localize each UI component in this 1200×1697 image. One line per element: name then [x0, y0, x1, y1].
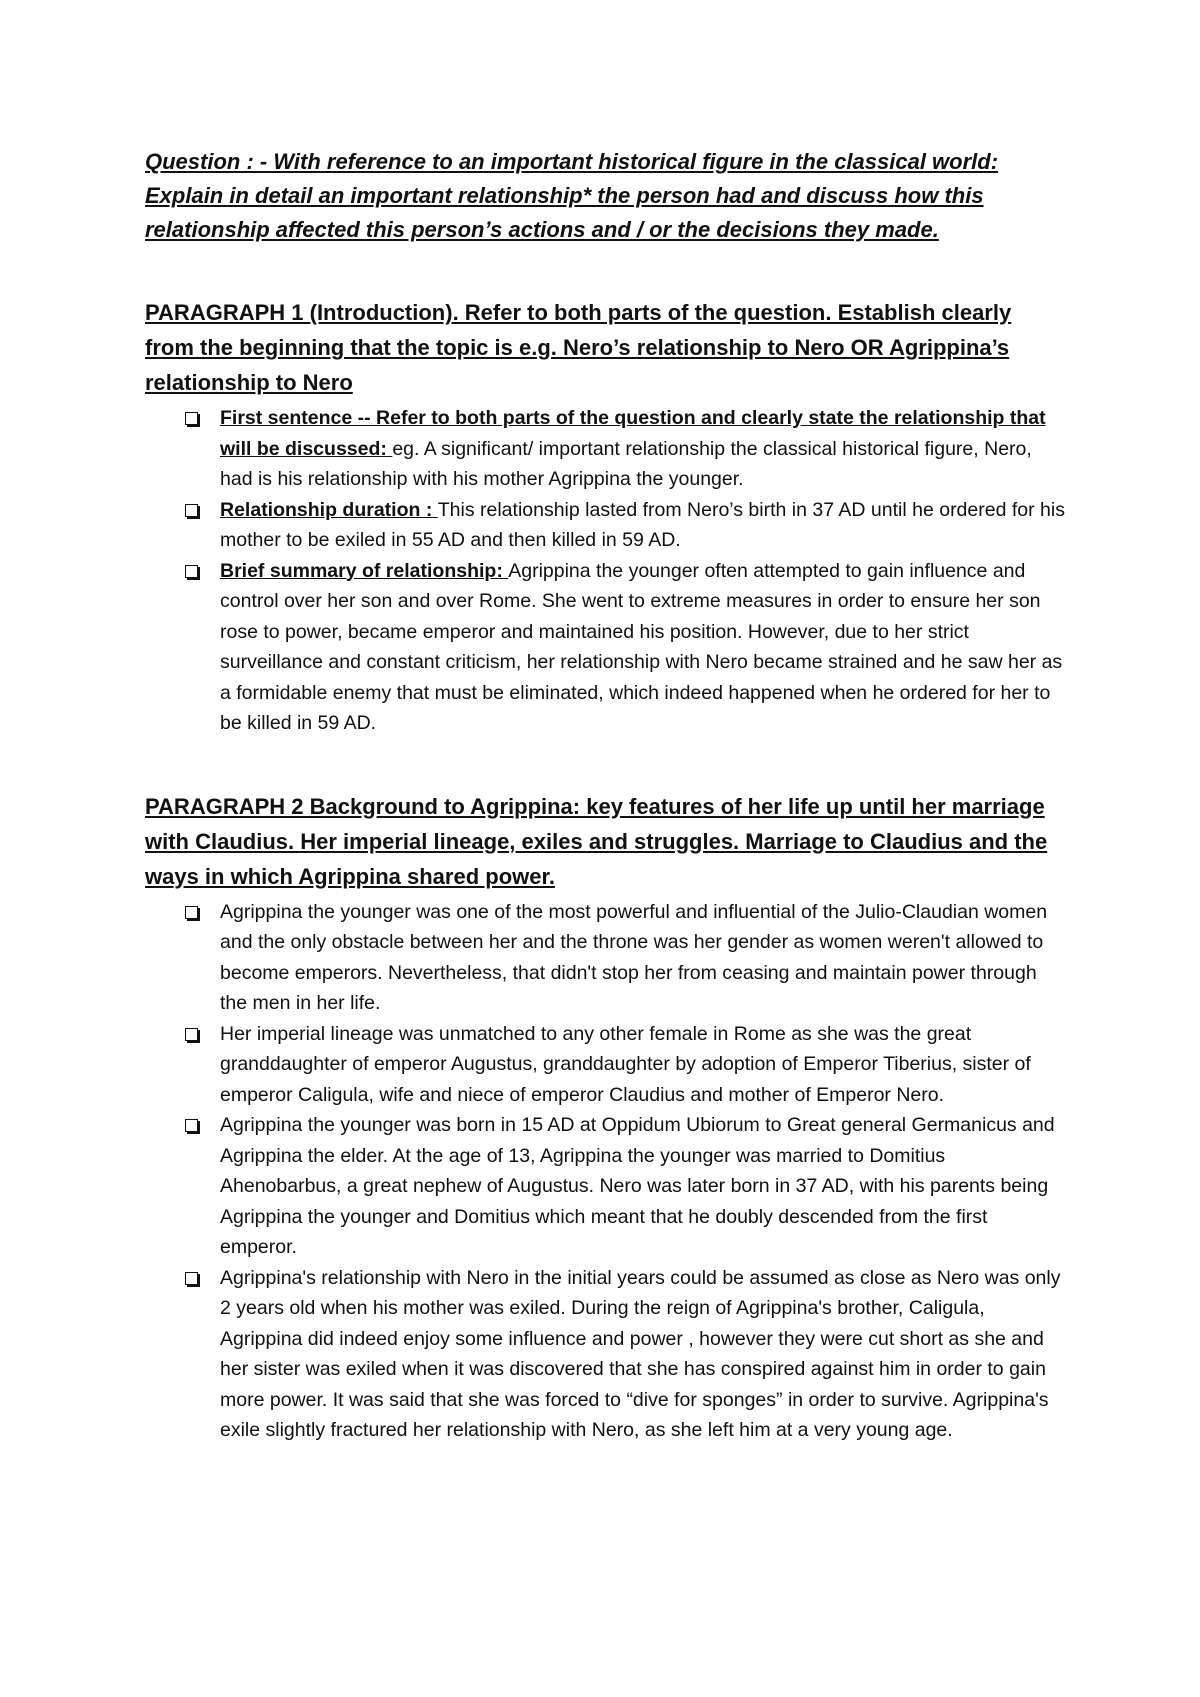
list-item: [145, 897, 1065, 1019]
list-item: [145, 1263, 1065, 1446]
item-text: This relationship lasted from Nero’s birth in 37 AD until he ordered for his mother to be exiled in 55 AD and then killed in 59 AD.: [220, 498, 1065, 551]
list-item: [145, 403, 1065, 495]
checkbox-bullet-icon: [185, 906, 198, 919]
item-label: First sentence -- Refer to both parts of the question and clearly state the relationship that will be discussed:: [220, 407, 1046, 460]
item-label: Brief summary of relationship:: [220, 559, 509, 582]
paragraph-2-heading: PARAGRAPH 2 Background to Agrippina: key features of her life up until her marriage with Claudius. Her imperial lineage, exiles and struggles. Marriage to Claudius and the ways in which Agrippina shared power.: [145, 793, 1048, 889]
item-text: Agrippina's relationship with Nero in the initial years could be assumed as close as Nero was only 2 years old when his mother was exiled. During the reign of Agrippina's brother, Caligula, Agrippina did indeed enjoy some influence and power , however they were cut short as she and her sister was exiled when it was discovered that she has conspired against him in order to gain more power. It was said that she was forced to “dive for sponges” in order to survive. Agrippina's exile slightly fractured her relationship with Nero, as she left him at a very young age.: [220, 1266, 1061, 1441]
item-text: Agrippina the younger was born in 15 AD at Oppidum Ubiorum to Great general Germanicus and Agrippina the elder. At the age of 13, Agrippina the younger was married to Domitius Ahenobarbus, a great nephew of Augustus. Nero was later born in 37 AD, with his parents being Agrippina the younger and Domitius which meant that he doubly descended from the first emperor.: [220, 1114, 1055, 1258]
paragraph-2-list: [145, 897, 1065, 1446]
paragraph-1-section: [145, 295, 1065, 739]
checkbox-bullet-icon: [185, 412, 198, 425]
item-text: Agrippina the younger was one of the most powerful and influential of the Julio-Claudian women and the only obstacle between her and the throne was her gender as women weren't allowed to become emperors. Nevertheless, that didn't stop her from ceasing and maintain power through the men in her life.: [220, 900, 1048, 1014]
list-item: [145, 495, 1065, 556]
paragraph-1-list: [145, 403, 1065, 739]
question-text: Question : - With reference to an important historical figure in the classical world: Explain in detail an important relationship* the person had and discuss how this relationship affected this person’s actions and / or the decisions they made.: [145, 149, 999, 242]
checkbox-bullet-icon: [185, 504, 198, 517]
checkbox-bullet-icon: [185, 565, 198, 578]
list-item: [145, 1019, 1065, 1111]
item-text: eg. A significant/ important relationship the classical historical figure, Nero, had is his relationship with his mother Agrippina the younger.: [220, 437, 1032, 490]
document-content: [145, 145, 1065, 1446]
paragraph-2-section: [145, 789, 1065, 1446]
list-item: [145, 1110, 1065, 1263]
checkbox-bullet-icon: [185, 1272, 198, 1285]
checkbox-bullet-icon: [185, 1028, 198, 1041]
list-item: [145, 556, 1065, 739]
paragraph-1-heading: PARAGRAPH 1 (Introduction). Refer to both parts of the question. Establish clearly from the beginning that the topic is e.g. Nero’s relationship to Nero OR Agrippina’s relationship to Nero: [145, 300, 1012, 395]
checkbox-bullet-icon: [185, 1119, 198, 1132]
item-text: Agrippina the younger often attempted to gain influence and control over her son and over Rome. She went to extreme measures in order to ensure her son rose to power, became emperor and maintained his position. However, due to her strict surveillance and constant criticism, her relationship with Nero became strained and he saw her as a formidable enemy that must be eliminated, which indeed happened when he ordered for her to be killed in 59 AD.: [220, 559, 1063, 734]
item-label: Relationship duration :: [220, 498, 438, 521]
item-text: Her imperial lineage was unmatched to any other female in Rome as she was the great granddaughter of emperor Augustus, granddaughter by adoption of Emperor Tiberius, sister of emperor Caligula, wife and niece of emperor Claudius and mother of Emperor Nero.: [220, 1022, 1031, 1106]
